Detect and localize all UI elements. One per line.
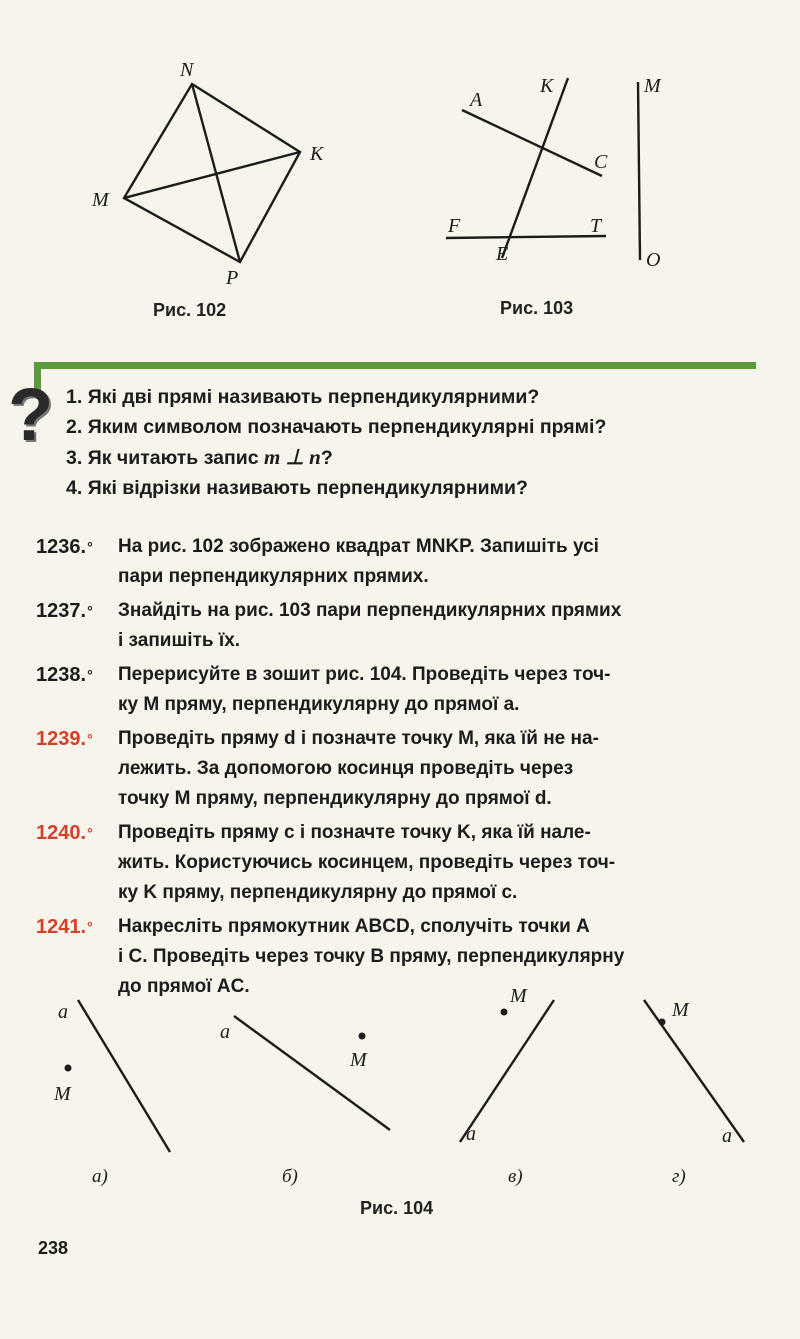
panel-v-caption: в) [508, 1166, 523, 1187]
label-k: K [540, 75, 554, 97]
question-3: 3. Як читають запис m ⊥ n? [66, 445, 333, 469]
question-1: 1. Які дві прямі називають перпендикулярними? [66, 386, 540, 408]
square-mnkp [124, 84, 300, 262]
figure-102-drawing [80, 52, 350, 292]
label-n: N [180, 59, 194, 81]
panel-g-caption: г) [672, 1166, 686, 1187]
figure-103 [430, 60, 690, 280]
question-4: 4. Які відрізки називають перпендикулярними? [66, 477, 528, 499]
panel-a-line [78, 1000, 170, 1152]
page-number: 238 [38, 1238, 69, 1258]
exercise-1239: 1239.° Проведіть пряму d і позначте точку M, яка їй не на- лежить. За допомогою косинця проведіть через точку M пряму, перпендикулярну до прямої d. [36, 728, 599, 809]
exercise-list [36, 532, 776, 1006]
panel-v-line [460, 1000, 554, 1142]
exercise-1240: 1240.° Проведіть пряму c і позначте точку K, яка їй нале- жить. Користуючись косинцем, проведіть через точ- ку K пряму, перпендикулярну до прямої c. [36, 822, 616, 903]
figure-104 [30, 980, 770, 1190]
questions-accent-bar [34, 362, 756, 369]
question-mark-icon: ? [8, 373, 54, 456]
panel-a-caption: а) [92, 1166, 108, 1187]
exercise-1237: 1237.° Знайдіть на рис. 103 пари перпендикулярних прямих і запишіть їх. [36, 600, 622, 651]
label-e: E [496, 243, 509, 265]
line-ke [502, 78, 568, 258]
panel-a-line-label: a [58, 1001, 68, 1023]
panel-b-line-label: a [220, 1021, 230, 1043]
label-f: F [448, 215, 461, 237]
panel-b-line [234, 1016, 390, 1130]
line-mo [638, 82, 640, 260]
exercise-1241: 1241.° Накресліть прямокутник ABCD, сполучіть точки A і C. Проведіть через точку B пряму, перпендикулярну до прямої AC. [36, 916, 625, 997]
figure-104-drawing [30, 980, 770, 1190]
label-a: A [470, 89, 483, 111]
panel-a-point [65, 1065, 72, 1072]
exercise-1236: 1236.° На рис. 102 зображено квадрат MNKP. Запишіть усі пари перпендикулярних прямих. [36, 536, 599, 587]
label-m: M [92, 189, 109, 211]
panel-v-point [501, 1009, 508, 1016]
label-m: M [644, 75, 661, 97]
review-questions [66, 382, 786, 503]
line-ac [462, 110, 602, 176]
panel-b-caption: б) [282, 1166, 298, 1187]
label-c: C [594, 151, 608, 173]
perpendicular-expression: m ⊥ n [264, 445, 321, 469]
panel-b-point-label: M [350, 1049, 367, 1071]
caption-fig-102: Рис. 102 [153, 300, 227, 320]
caption-fig-103: Рис. 103 [500, 298, 574, 318]
question-2: 2. Яким символом позначають перпендикулярні прямі? [66, 416, 607, 438]
label-t: T [590, 215, 602, 237]
caption-fig-104: Рис. 104 [360, 1198, 434, 1218]
label-k: K [310, 143, 324, 165]
label-p: P [226, 267, 239, 289]
label-o: O [646, 249, 661, 271]
panel-a-point-label: M [54, 1083, 71, 1105]
panel-v-point-label: M [510, 985, 527, 1007]
figure-102 [80, 52, 350, 292]
panel-v-line-label: a [466, 1123, 476, 1145]
panel-b-point [359, 1033, 366, 1040]
figure-103-drawing [430, 60, 690, 280]
line-ft [446, 236, 606, 238]
panel-g-line-label: a [722, 1125, 732, 1147]
panel-g-point [659, 1019, 666, 1026]
exercise-1238: 1238.° Перерисуйте в зошит рис. 104. Проведіть через точ- ку M пряму, перпендикулярну до прямої a. [36, 664, 611, 715]
panel-g-point-label: M [672, 999, 689, 1021]
